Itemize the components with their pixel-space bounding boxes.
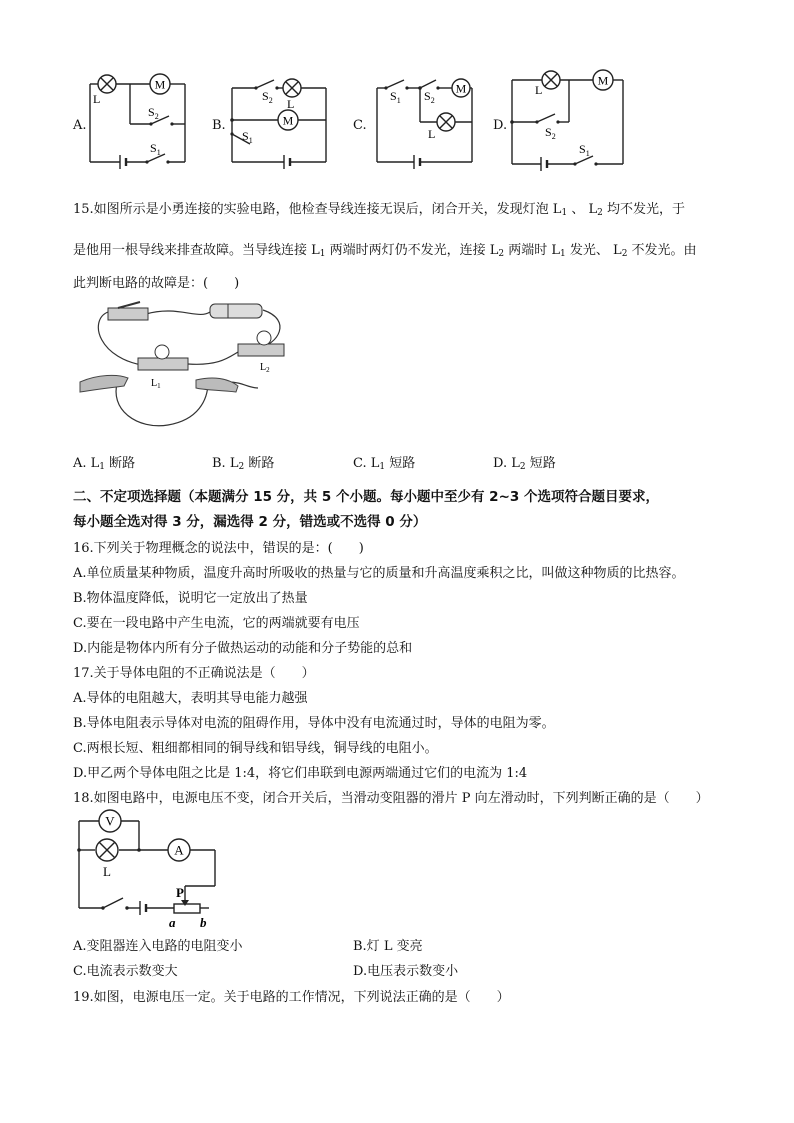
- q18-circuit: [75, 808, 225, 928]
- q14a-s2-label: $S_2$: [148, 105, 159, 121]
- q15-option-d[interactable]: D. $L_2$ 短路: [493, 456, 556, 472]
- q14-option-a-letter[interactable]: A.: [73, 118, 87, 133]
- q14d-lamp-label: L: [535, 83, 543, 97]
- q17-option-d[interactable]: D.甲乙两个导体电阻之比是 1:4，将它们串联到电源两端通过它们的电流为 1:4: [73, 766, 528, 781]
- q19-stem: 19.如图，电源电压一定。关于电路的工作情况，下列说法正确的是（ ）: [73, 990, 510, 1005]
- q17-option-b[interactable]: B.导体电阻表示导体对电流的阻碍作用，导体中没有电流通过时，导体的电阻为零。: [73, 716, 555, 731]
- q14a-motor-label: M: [154, 77, 166, 92]
- q15-option-b[interactable]: B. $L_2$ 断路: [212, 456, 275, 472]
- q16-option-c[interactable]: C.要在一段电路中产生电流，它的两端就要有电压: [73, 616, 360, 631]
- q14b-s2-label: $S_2$: [262, 89, 273, 105]
- q14-circuit-b: [226, 72, 336, 172]
- q18-option-d[interactable]: D.电压表示数变小: [353, 964, 459, 979]
- q14c-s2-label: $S_2$: [424, 89, 435, 105]
- q14c-s1-label: $S_1$: [390, 89, 401, 105]
- q14d-motor-label: M: [597, 73, 609, 88]
- q17-stem: 17.关于导体电阻的不正确说法是（ ）: [73, 666, 315, 681]
- q14-option-c-letter[interactable]: C.: [353, 118, 367, 133]
- q14-circuit-c: [372, 72, 482, 172]
- q18-voltmeter-label: V: [105, 813, 115, 829]
- q18-option-a[interactable]: A.变阻器连入电路的电阻变小: [73, 939, 243, 954]
- q14b-s1-label: $S_1$: [242, 129, 253, 145]
- q16-stem: 16.下列关于物理概念的说法中，错误的是：( ): [73, 541, 364, 556]
- q18-option-b[interactable]: B.灯 L 变亮: [353, 939, 423, 954]
- q15-stem-line-2: 是他用一根导线来排查故障。当导线连接 $L_1$ 两端时两灯仍不发光，连接 $L_2$ 两端时 $L_1$ 发光、 $L_2$ 不发光。由: [73, 243, 697, 259]
- q18-option-c[interactable]: C.电流表示数变大: [73, 964, 178, 979]
- q17-option-c[interactable]: C.两根长短、粗细都相同的铜导线和铝导线，铜导线的电阻小。: [73, 741, 438, 756]
- q14-circuit-d: [507, 72, 627, 172]
- q18-end-a-label: a: [169, 915, 176, 930]
- q14-circuit-a: [85, 72, 195, 172]
- q15-l2-label: $L_2$: [260, 362, 270, 374]
- q14b-motor-label: M: [282, 113, 294, 128]
- q15-circuit-photo: [78, 300, 308, 440]
- q16-option-b[interactable]: B.物体温度降低，说明它一定放出了热量: [73, 591, 308, 606]
- q18-stem: 18.如图电路中，电源电压不变，闭合开关后，当滑动变阻器的滑片 P 向左滑动时，下列判断正确的是（ ）: [73, 791, 709, 806]
- q15-stem-line-3: 此判断电路的故障是：( ): [73, 276, 240, 291]
- q14a-lamp-label: L: [93, 92, 101, 106]
- q18-end-b-label: b: [200, 915, 207, 930]
- q18-slider-label: P: [176, 885, 184, 900]
- section-2-heading-line-1: 二、不定项选择题（本题满分 15 分，共 5 个小题。每小题中至少有 2~3 个选项符合题目要求，: [73, 489, 659, 505]
- q14-option-b-letter[interactable]: B.: [212, 118, 226, 133]
- section-2-heading-line-2: 每小题全选对得 3 分，漏选得 2 分，错选或不选得 0 分）: [73, 514, 427, 530]
- q16-option-a[interactable]: A.单位质量某种物质，温度升高时所吸收的热量与它的质量和升高温度乘积之比，叫做这种物质的比热容。: [73, 566, 685, 581]
- q17-option-a[interactable]: A.导体的电阻越大，表明其导电能力越强: [73, 691, 308, 706]
- q18-lamp-label: L: [103, 864, 111, 879]
- q15-option-c[interactable]: C. $L_1$ 短路: [353, 456, 416, 472]
- q14c-lamp-label: L: [428, 127, 436, 141]
- q14a-s1-label: $S_1$: [150, 141, 161, 157]
- q14d-s1-label: $S_1$: [579, 142, 590, 158]
- q14-option-d-letter[interactable]: D.: [493, 118, 508, 133]
- q15-l1-label: $L_1$: [151, 378, 161, 390]
- q15-option-a[interactable]: A. $L_1$ 断路: [73, 456, 136, 472]
- q15-stem-line-1: 15.如图所示是小勇连接的实验电路，他检查导线连接无误后，闭合开关，发现灯泡 $L_1$ 、 $L_2$ 均不发光，于: [73, 202, 685, 218]
- q18-ammeter-label: A: [174, 842, 184, 858]
- q14d-s2-label: $S_2$: [545, 125, 556, 141]
- q16-option-d[interactable]: D.内能是物体内所有分子做热运动的动能和分子势能的总和: [73, 641, 413, 656]
- q14c-motor-label: M: [455, 81, 467, 96]
- q14b-lamp-label: L: [287, 97, 295, 111]
